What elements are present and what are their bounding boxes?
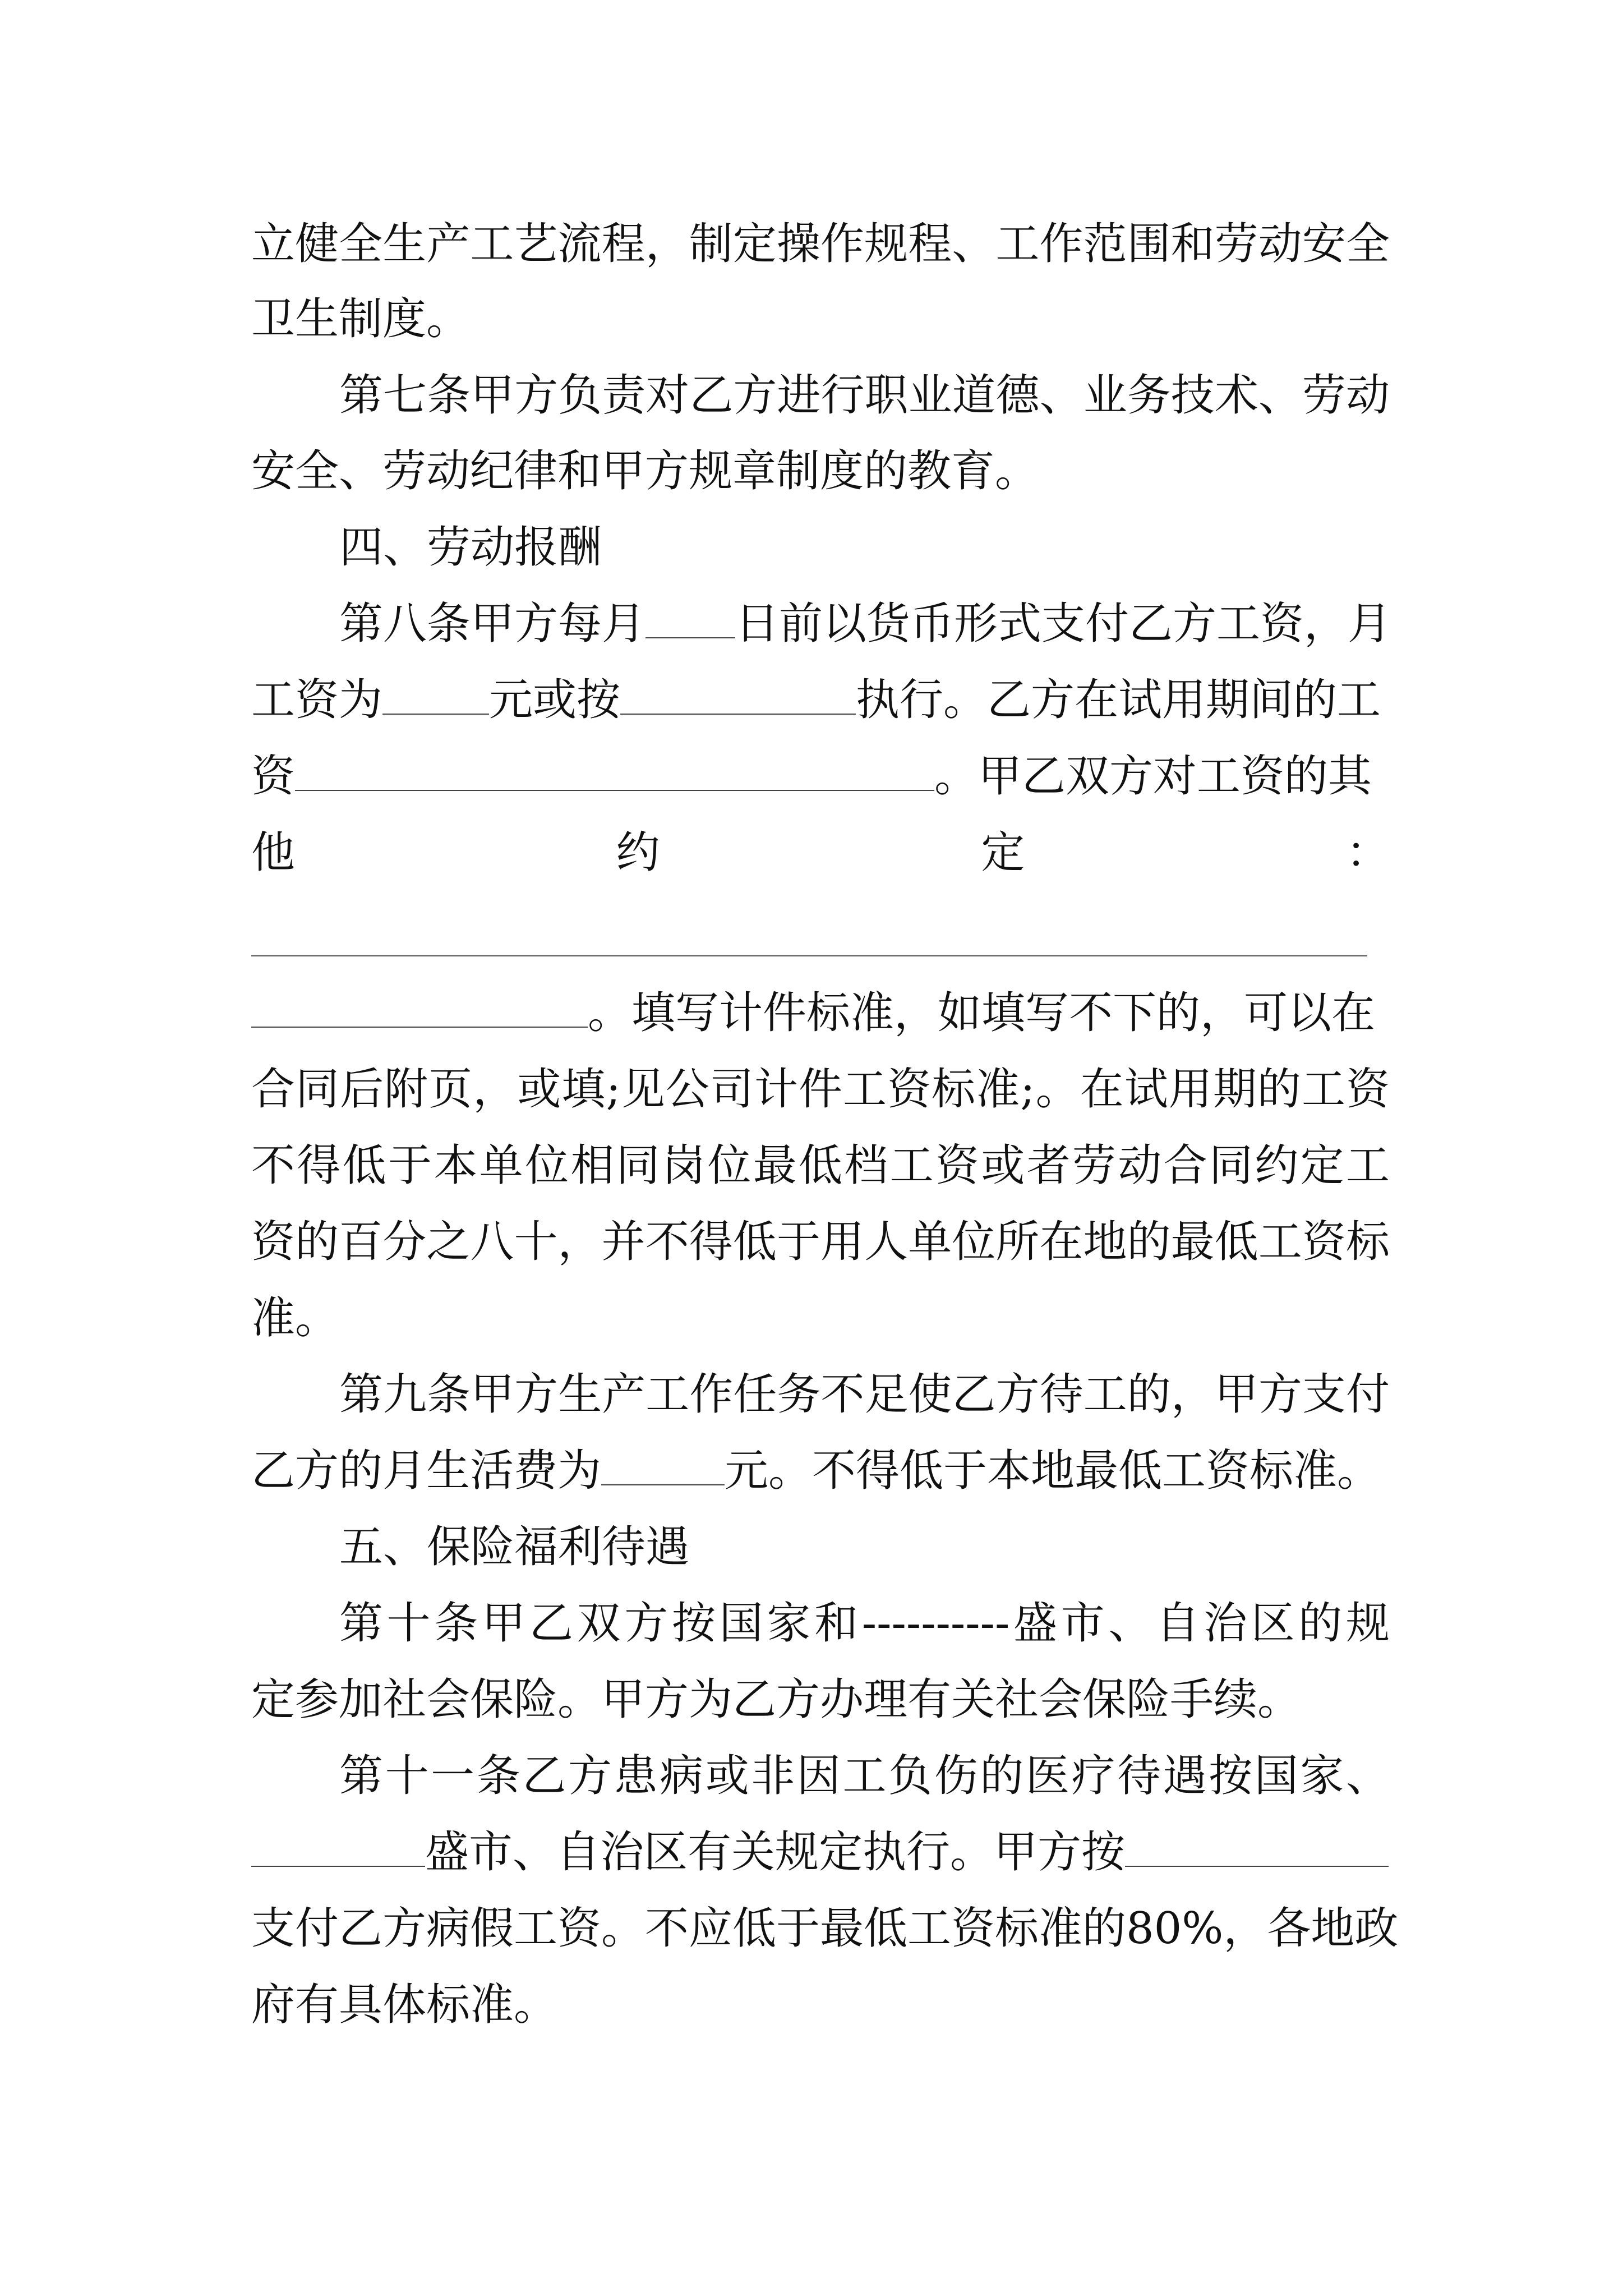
wage-basis-blank-field[interactable] — [620, 674, 856, 715]
paragraph-line — [251, 669, 1390, 731]
living-allowance-text-a: 乙方的月生活费为 — [251, 1446, 602, 1496]
payday-blank-field[interactable] — [645, 598, 735, 638]
living-allowance-text-b: 元。不得低于本地最低工资标准。 — [725, 1446, 1381, 1496]
sick-pay-basis-blank-field[interactable] — [1125, 1826, 1389, 1867]
article-8-line — [339, 593, 1390, 655]
paragraph-line: 定参加社会保险。甲方为乙方办理有关社会保险手续。 — [251, 1674, 1302, 1725]
monthly-wage-blank-field[interactable] — [382, 674, 489, 715]
paragraph-line: 合同后附页，或填;见公司计件工资标准;。在试用期的工资 — [251, 1064, 1390, 1115]
paragraph-line — [251, 1821, 1390, 1883]
paragraph-line: 立健全生产工艺流程，制定操作规程、工作范围和劳动安全 — [251, 219, 1390, 269]
paragraph-line — [251, 1440, 1390, 1502]
other-agreement-blank-field[interactable] — [251, 955, 1367, 956]
living-allowance-blank-field[interactable] — [601, 1445, 725, 1485]
piece-rate-text: 。填写计件标准，如填写不下的，可以在 — [588, 988, 1376, 1038]
other-agreement-line: 他约定： — [251, 827, 1390, 878]
section-heading-remuneration: 四、劳动报酬 — [339, 522, 602, 573]
province-blank-field[interactable] — [251, 1826, 425, 1867]
article-7-line: 第七条甲方负责对乙方进行职业道德、业务技术、劳动 — [339, 370, 1390, 421]
paragraph-line: 准。 — [251, 1293, 339, 1343]
probation-text-a: 资 — [251, 751, 296, 802]
probation-text-b: 。甲乙双方对工资的其 — [934, 751, 1372, 802]
article-11-line: 第十一条乙方患病或非因工负伤的医疗待遇按国家、 — [339, 1751, 1390, 1801]
wage-text-b: 元或按 — [489, 675, 621, 725]
section-heading-insurance: 五、保险福利待遇 — [339, 1522, 690, 1572]
paragraph-line — [251, 746, 1390, 807]
paragraph-line: 卫生制度。 — [251, 294, 471, 344]
paragraph-line: 安全、劳动纪律和甲方规章制度的教育。 — [251, 446, 1039, 496]
article-8-text-a: 第八条甲方每月 — [339, 599, 646, 649]
paragraph-line: 资的百分之八十，并不得低于用人单位所在地的最低工资标 — [251, 1217, 1390, 1267]
paragraph-line — [251, 982, 1390, 1044]
probation-wage-blank-field[interactable] — [295, 751, 934, 791]
other-agreement-blank-field-continued[interactable] — [251, 987, 588, 1028]
paragraph-line: 支付乙方病假工资。不应低于最低工资标准的80%，各地政 — [251, 1903, 1399, 1954]
sick-leave-text: 盛市、自治区有关规定执行。甲方按 — [425, 1827, 1126, 1878]
article-8-text-b: 日前以货币形式支付乙方工资，月 — [735, 599, 1392, 649]
article-9-line: 第九条甲方生产工作任务不足使乙方待工的，甲方支付 — [339, 1369, 1390, 1420]
wage-text-a: 工资为 — [251, 675, 383, 725]
article-10-line: 第十条甲乙双方按国家和----------盛市、自治区的规 — [339, 1598, 1390, 1649]
paragraph-line: 府有具体标准。 — [251, 1980, 558, 2030]
paragraph-line: 不得低于本单位相同岗位最低档工资或者劳动合同约定工 — [251, 1140, 1390, 1191]
wage-text-c: 执行。乙方在试用期间的工 — [856, 675, 1381, 725]
